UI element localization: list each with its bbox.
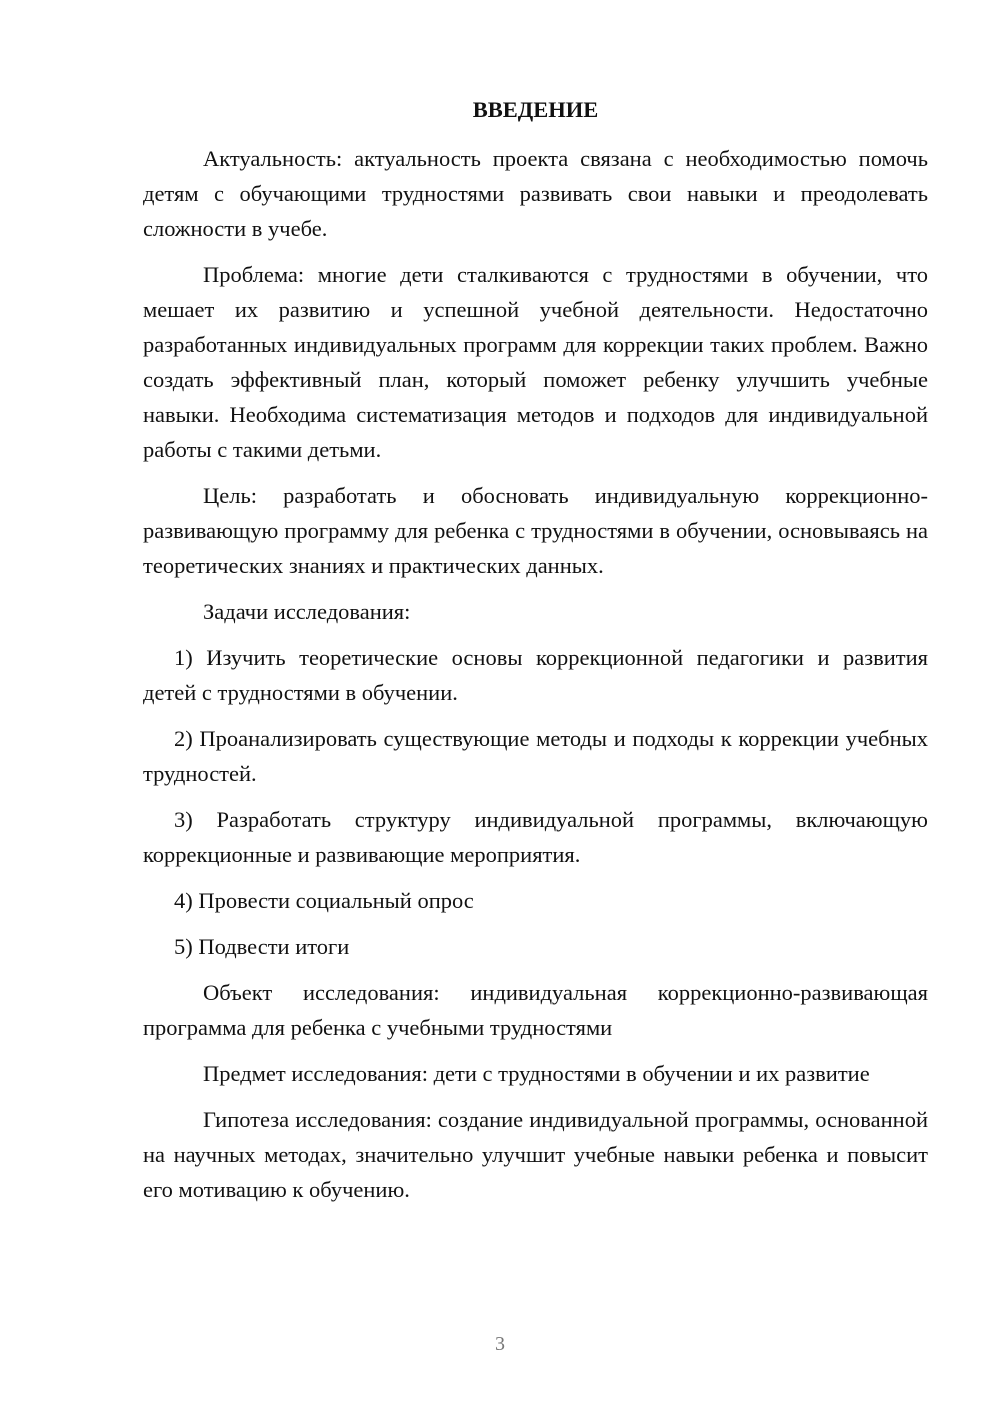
paragraph-goal: Цель: разработать и обосновать индивидуальную коррекционно-развивающую программу для ребенка с трудностями в обучении, основываясь на теоретических знаниях и практических данных.: [143, 483, 928, 578]
document-page: [143, 92, 928, 1218]
task-item-1: 1) Изучить теоретические основы коррекционной педагогики и развития детей с трудностями в обучении.: [143, 645, 928, 705]
page-number: 3: [495, 1333, 505, 1355]
task-item-3: 3) Разработать структуру индивидуальной программы, включающую коррекционные и развивающие мероприятия.: [143, 807, 928, 867]
paragraph-hypothesis: Гипотеза исследования: создание индивидуальной программы, основанной на научных методах, значительно улучшит учебные навыки ребенка и повысит его мотивацию к обучению.: [143, 1107, 928, 1202]
task-item-5: 5) Подвести итоги: [174, 934, 350, 959]
paragraph-relevance: Актуальность: актуальность проекта связана с необходимостью помочь детям с обучающими трудностями развивать свои навыки и преодолевать сложности в учебе.: [143, 146, 928, 241]
paragraph-problem: Проблема: многие дети сталкиваются с трудностями в обучении, что мешает их развитию и успешной учебной деятельности. Недостаточно разработанных индивидуальных программ для коррекции таких проблем. Важно создать эффективный план, который поможет ребенку улучшить учебные навыки. Необходима систематизация методов и подходов для индивидуальной работы с такими детьми.: [143, 262, 928, 462]
section-title: ВВЕДЕНИЕ: [472, 97, 599, 122]
tasks-heading: Задачи исследования:: [203, 599, 411, 624]
task-item-4: 4) Провести социальный опрос: [174, 888, 474, 913]
task-item-2: 2) Проанализировать существующие методы и подходы к коррекции учебных трудностей.: [143, 726, 928, 786]
paragraph-subject: Предмет исследования: дети с трудностями в обучении и их развитие: [203, 1061, 870, 1086]
paragraph-object: Объект исследования: индивидуальная коррекционно-развивающая программа для ребенка с учебными трудностями: [143, 980, 928, 1040]
